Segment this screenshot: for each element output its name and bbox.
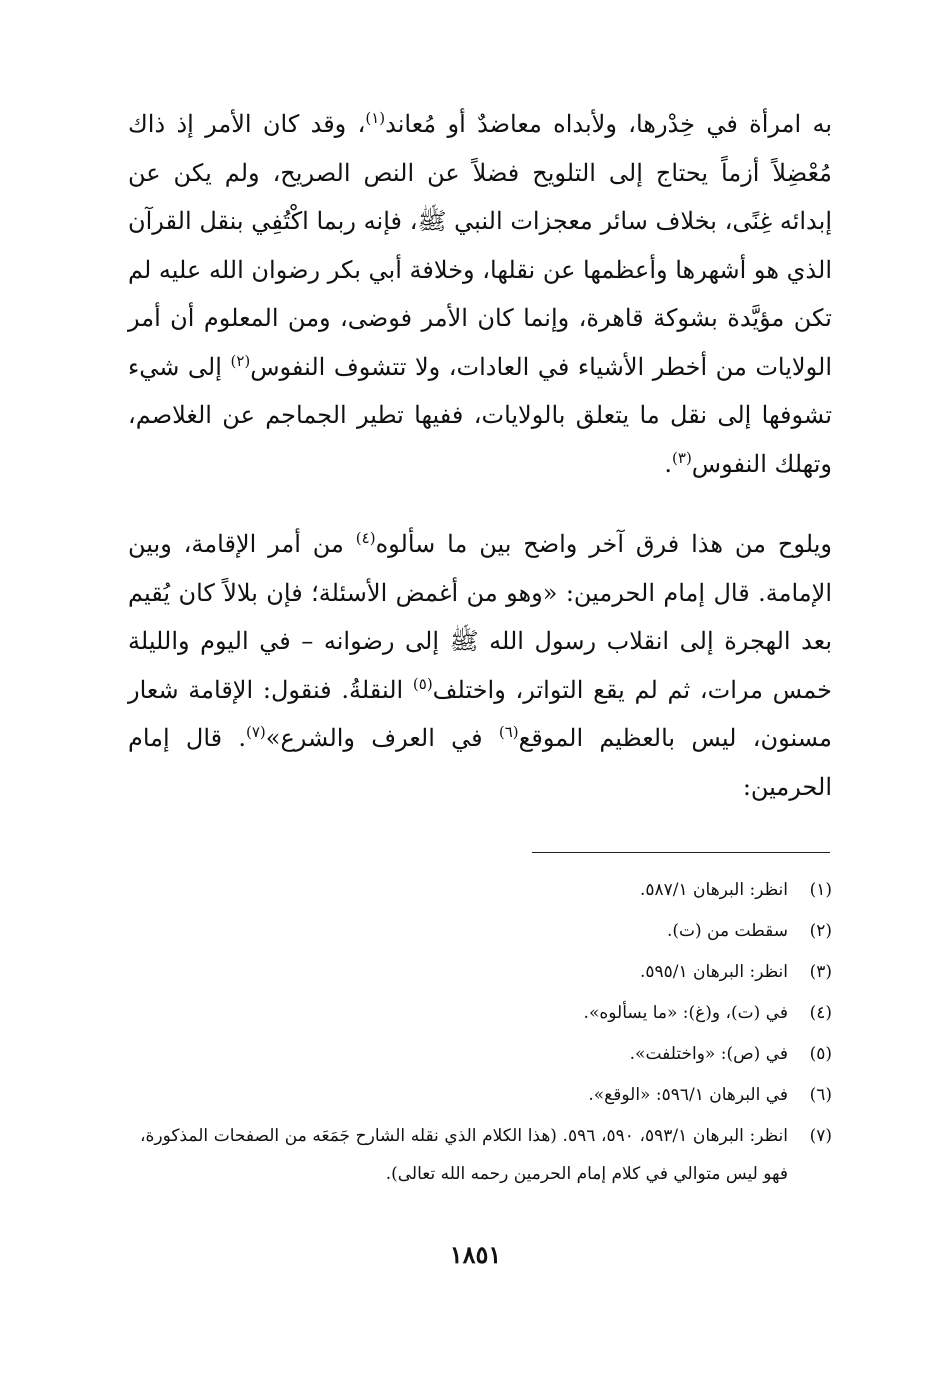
footnote-1 — [140, 870, 832, 911]
footnote-ref-6[interactable]: (٦) — [498, 723, 519, 741]
footnote-4 — [140, 993, 832, 1034]
footnote-text: سقطت من (ت). — [666, 921, 788, 941]
footnote-3 — [140, 952, 832, 993]
paragraph-2-segment-1: ويلوح من هذا فرق آخر واضح بين ما سألوه — [375, 530, 832, 558]
page-number: ١٨٥١ — [449, 1240, 502, 1269]
footnote-ref-5[interactable]: (٥) — [412, 674, 433, 693]
footnote-text: انظر: البرهان ٥٩٣/١، ٥٩٠، ٥٩٦. (هذا الكلام الذي نقله الشارح جَمَعَه من الصفحات المذكورة، فهو ليس متوالي في كلام إمام الحرمين رحمه الله تعالى). — [140, 1126, 789, 1184]
footnote-5 — [140, 1034, 832, 1075]
footnote-2 — [140, 911, 832, 952]
footnotes — [140, 870, 832, 1193]
footnote-number: (٤) — [809, 1003, 832, 1023]
footnote-text: في البرهان ٥٩٦/١: «الوقع». — [588, 1085, 788, 1105]
footnote-number: (٣) — [809, 962, 832, 982]
footnote-text: انظر: البرهان ٥٨٧/١. — [639, 880, 788, 900]
footnote-7 — [140, 1116, 832, 1193]
paragraph-1 — [128, 100, 832, 488]
footnote-number: (٥) — [809, 1044, 832, 1064]
footnote-text: في (ص): «واختلفت». — [629, 1044, 788, 1064]
footnote-ref-7[interactable]: (٧) — [246, 723, 266, 741]
footnote-text: انظر: البرهان ٥٩٥/١. — [639, 962, 788, 982]
paragraph-2-segment-3: النقلةُ. فنقول: الإقامة شعار مسنون، ليس بالعظيم الموقع — [128, 675, 832, 752]
paragraph-1-segment-2: ، وقد كان الأمر إذ ذاك مُعْضِلاً أزماً يحتاج إلى التلويح فضلاً عن النص الصريح، ولم يكن عن إبدائه غِنًى، بخلاف سائر معجزات النبي ﷺ، فإنه ربما اكْتُفِي بنقل القرآن الذي هو أشهرها وأعظمها عن نقلها، وخلافة أبي بكر رضوان الله عليه لم تكن مؤيَّدة بشوكة قاهرة، وإنما كان الأمر فوضى، ومن المعلوم أن أمر الولايات من أخطر الأشياء في العادات، ولا تتشوف النفوس — [128, 110, 832, 381]
paragraph-2 — [128, 520, 832, 811]
paragraph-2-segment-4: في العرف والشرع» — [265, 724, 499, 752]
footnote-number: (٢) — [809, 921, 832, 941]
footnote-text: في (ت)، و(غ): «ما يسألوه». — [583, 1003, 788, 1023]
main-text — [128, 100, 832, 811]
footnote-ref-1[interactable]: (١) — [365, 109, 386, 127]
footnote-6 — [140, 1075, 832, 1116]
footnote-separator — [532, 852, 830, 853]
footnote-ref-2[interactable]: (٢) — [230, 351, 251, 370]
paragraph-1-segment-1: به امرأة في خِدْرها، ولأبداه معاضدٌ أو مُعاند — [385, 110, 832, 138]
footnote-number: (٦) — [809, 1085, 832, 1105]
footnote-number: (٧) — [809, 1126, 832, 1146]
paragraph-1-segment-4: . — [664, 449, 673, 478]
footnote-number: (١) — [809, 880, 832, 900]
paragraph-2-segment-2: من أمر الإقامة، وبين الإمامة. قال إمام الحرمين: «وهو من أغمض الأسئلة؛ فإن بلالاً كان يُقيم بعد الهجرة إلى انقلاب رسول الله ﷺ إلى رضوانه – في اليوم والليلة خمس مرات، ثم لم يقع التواتر، واختلف — [128, 530, 832, 704]
paragraph-1-segment-3: إلى شيء تشوفها إلى نقل ما يتعلق بالولايات، ففيها تطير الجماجم عن الغلاصم، وتهلك النفوس — [128, 352, 832, 478]
paragraph-2-segment-5: . قال إمام الحرمين: — [128, 724, 832, 801]
footnote-ref-4[interactable]: (٤) — [355, 529, 376, 547]
footnote-ref-3[interactable]: (٣) — [672, 448, 692, 467]
